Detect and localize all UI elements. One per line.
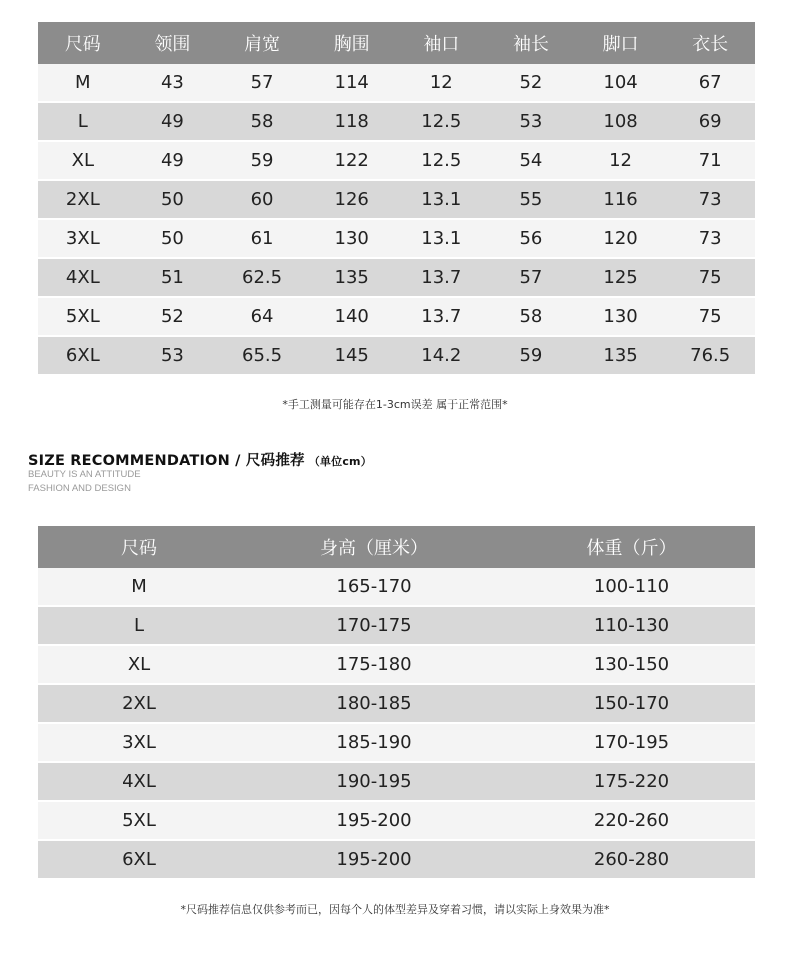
recommendation-row [38, 685, 755, 724]
size-chart-table [38, 22, 755, 374]
table-cell: 6XL [38, 337, 128, 374]
header-neck: 领围 [128, 22, 218, 64]
table-cell: 12.5 [397, 142, 487, 181]
header-cuff: 袖口 [397, 22, 487, 64]
table-cell: 67 [665, 64, 755, 103]
table-cell: 180-185 [240, 685, 508, 724]
table-cell: 114 [307, 64, 397, 103]
table-cell: 140 [307, 298, 397, 337]
table-cell: 60 [217, 181, 307, 220]
header-hem: 脚口 [576, 22, 666, 64]
table-cell: 13.1 [397, 220, 487, 259]
size-recommendation-table [38, 526, 755, 878]
table-cell: 13.1 [397, 181, 487, 220]
table-cell: 3XL [38, 724, 240, 763]
table-cell: 100-110 [508, 568, 755, 607]
table-cell: 71 [665, 142, 755, 181]
table-cell: 104 [576, 64, 666, 103]
table-cell: XL [38, 646, 240, 685]
table-cell: 59 [217, 142, 307, 181]
table-cell: 116 [576, 181, 666, 220]
header-size: 尺码 [38, 22, 128, 64]
table-cell: 12 [397, 64, 487, 103]
table-cell: 76.5 [665, 337, 755, 374]
size-recommendation-heading [28, 449, 372, 470]
table-cell: 126 [307, 181, 397, 220]
table-cell: 195-200 [240, 841, 508, 878]
size-recommendation-title: SIZE RECOMMENDATION / 尺码推荐 [28, 453, 305, 469]
table-cell: 220-260 [508, 802, 755, 841]
table-cell: 53 [486, 103, 576, 142]
unit-label: （单位cm） [308, 455, 372, 468]
table-cell: 13.7 [397, 298, 487, 337]
table-cell: 65.5 [217, 337, 307, 374]
table-cell: 190-195 [240, 763, 508, 802]
subtitle-line-2: FASHION AND DESIGN [28, 483, 131, 494]
table-cell: 55 [486, 181, 576, 220]
size-chart-row [38, 259, 755, 298]
table-cell: 57 [486, 259, 576, 298]
table-cell: 125 [576, 259, 666, 298]
table-cell: 108 [576, 103, 666, 142]
recommendation-row [38, 646, 755, 685]
table-cell: 43 [128, 64, 218, 103]
header-sleeve: 袖长 [486, 22, 576, 64]
table-cell: 130 [307, 220, 397, 259]
table-cell: 150-170 [508, 685, 755, 724]
table-cell: 62.5 [217, 259, 307, 298]
table-cell: 118 [307, 103, 397, 142]
header-height: 身高（厘米） [240, 526, 508, 568]
table-cell: M [38, 568, 240, 607]
size-chart-row [38, 142, 755, 181]
table-cell: 122 [307, 142, 397, 181]
table-cell: 165-170 [240, 568, 508, 607]
table-cell: 6XL [38, 841, 240, 878]
table-cell: 52 [128, 298, 218, 337]
table-cell: 59 [486, 337, 576, 374]
table-cell: 58 [217, 103, 307, 142]
subtitle-line-1: BEAUTY IS AN ATTITUDE [28, 469, 141, 480]
table-cell: XL [38, 142, 128, 181]
table-cell: 75 [665, 259, 755, 298]
table-cell: 50 [128, 220, 218, 259]
table-cell: 49 [128, 142, 218, 181]
table-cell: 185-190 [240, 724, 508, 763]
table-cell: 120 [576, 220, 666, 259]
table-cell: 2XL [38, 181, 128, 220]
size-chart-row [38, 220, 755, 259]
recommendation-row [38, 802, 755, 841]
table-cell: 14.2 [397, 337, 487, 374]
table-cell: 5XL [38, 298, 128, 337]
table-cell: 2XL [38, 685, 240, 724]
recommendation-note: *尺码推荐信息仅供参考而已，因每个人的体型差异及穿着习惯，请以实际上身效果为准* [180, 903, 610, 916]
table-cell: 54 [486, 142, 576, 181]
table-cell: 53 [128, 337, 218, 374]
table-cell: 170-195 [508, 724, 755, 763]
table-cell: 61 [217, 220, 307, 259]
table-cell: 12.5 [397, 103, 487, 142]
table-cell: 145 [307, 337, 397, 374]
table-cell: L [38, 103, 128, 142]
recommendation-row [38, 607, 755, 646]
size-chart-row [38, 103, 755, 142]
table-cell: 75 [665, 298, 755, 337]
table-cell: 130-150 [508, 646, 755, 685]
table-cell: 135 [576, 337, 666, 374]
table-cell: 69 [665, 103, 755, 142]
table-cell: 4XL [38, 259, 128, 298]
table-cell: 52 [486, 64, 576, 103]
size-chart-header-row [38, 22, 755, 64]
header-length: 衣长 [665, 22, 755, 64]
table-cell: 12 [576, 142, 666, 181]
recommendation-row [38, 841, 755, 878]
table-cell: 170-175 [240, 607, 508, 646]
table-cell: 51 [128, 259, 218, 298]
table-cell: 130 [576, 298, 666, 337]
size-chart-row [38, 64, 755, 103]
header-rec-size: 尺码 [38, 526, 240, 568]
header-shoulder: 肩宽 [217, 22, 307, 64]
header-chest: 胸围 [307, 22, 397, 64]
size-chart-body [38, 64, 755, 374]
table-cell: 3XL [38, 220, 128, 259]
table-cell: 175-220 [508, 763, 755, 802]
table-cell: 73 [665, 220, 755, 259]
size-chart-row [38, 337, 755, 374]
table-cell: 57 [217, 64, 307, 103]
table-cell: 64 [217, 298, 307, 337]
table-cell: 58 [486, 298, 576, 337]
table-cell: 56 [486, 220, 576, 259]
recommendation-body [38, 568, 755, 878]
recommendation-row [38, 763, 755, 802]
table-cell: 5XL [38, 802, 240, 841]
header-weight: 体重（斤） [508, 526, 755, 568]
recommendation-header-row [38, 526, 755, 568]
table-cell: 49 [128, 103, 218, 142]
table-cell: M [38, 64, 128, 103]
size-chart-row [38, 298, 755, 337]
table-cell: 4XL [38, 763, 240, 802]
measurement-note: *手工测量可能存在1-3cm误差 属于正常范围* [282, 398, 508, 411]
table-cell: 175-180 [240, 646, 508, 685]
table-cell: 135 [307, 259, 397, 298]
table-cell: 73 [665, 181, 755, 220]
table-cell: 50 [128, 181, 218, 220]
recommendation-row [38, 724, 755, 763]
table-cell: 195-200 [240, 802, 508, 841]
table-cell: 13.7 [397, 259, 487, 298]
table-cell: 260-280 [508, 841, 755, 878]
table-cell: 110-130 [508, 607, 755, 646]
table-cell: L [38, 607, 240, 646]
size-chart-row [38, 181, 755, 220]
recommendation-row [38, 568, 755, 607]
